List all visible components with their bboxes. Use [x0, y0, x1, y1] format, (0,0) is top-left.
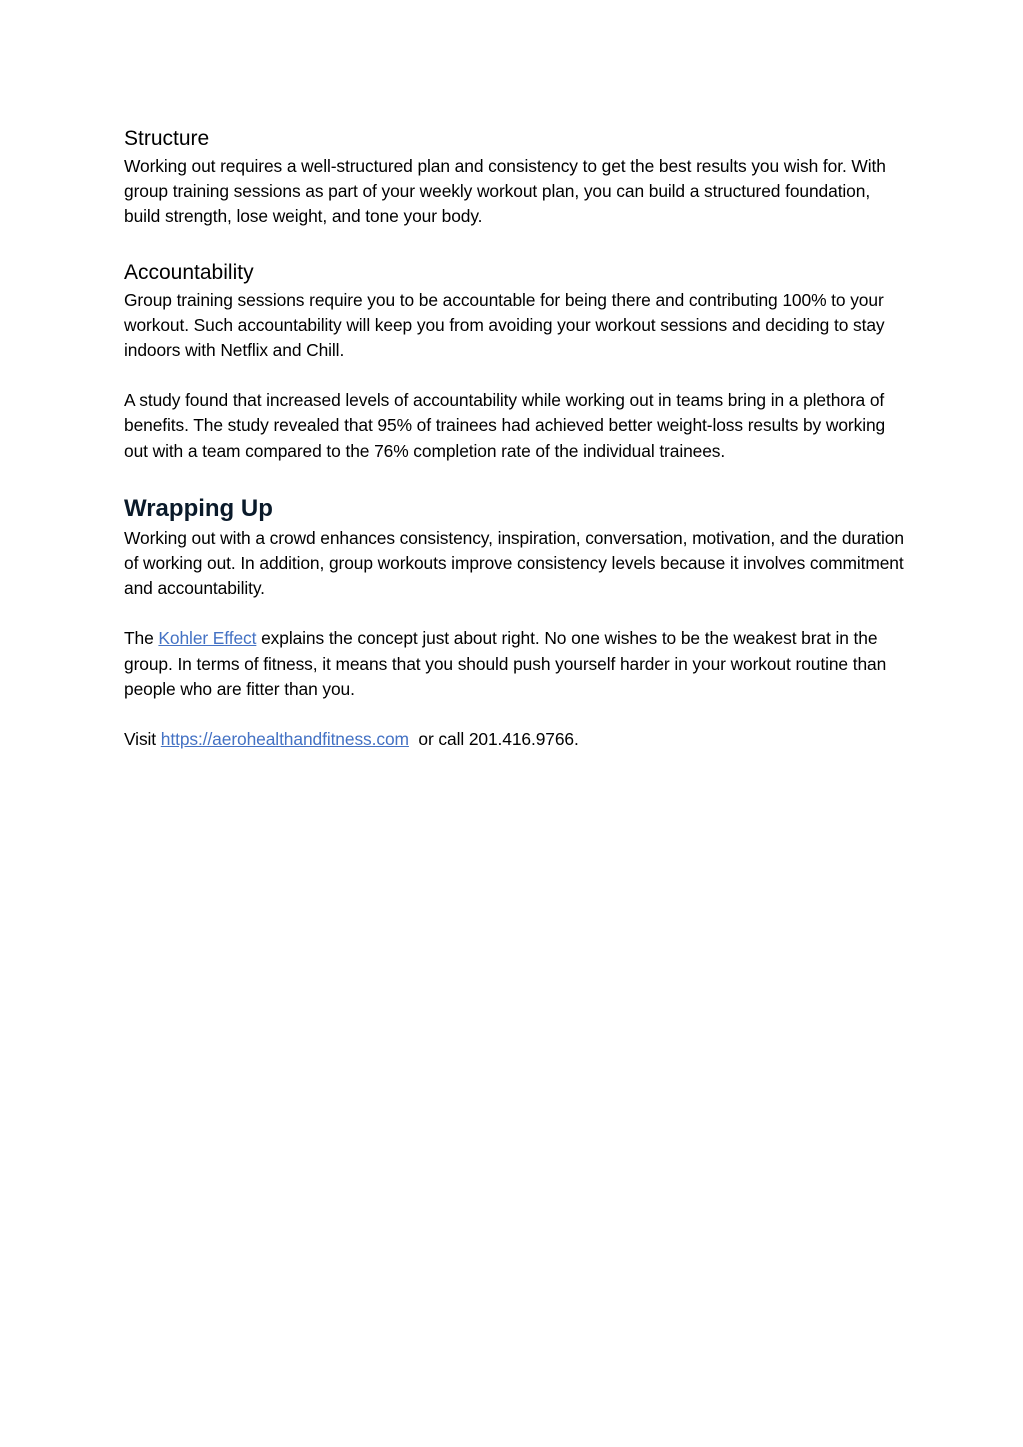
accountability-paragraph-2: A study found that increased levels of accountability while working out in teams bring in a plethora of benefits. The study revealed that 95% of trainees had achieved better weight-loss results by working out with a team compared to the 76% completion rate of the individual trainees. [124, 390, 886, 461]
visit-suffix: or call 201.416.9766. [408, 729, 579, 750]
wrapping-up-heading: Wrapping Up [124, 494, 273, 522]
accountability-paragraph-1: Group training sessions require you to be accountable for being there and contributing 100% to your workout. Such accountability will keep you from avoiding your workout sessions and deciding to stay indoors with Netflix and Chill. [124, 289, 885, 361]
visit-prefix: Visit [124, 729, 161, 750]
accountability-heading: Accountability [124, 260, 254, 284]
structure-heading: Structure [124, 127, 210, 150]
document-page [124, 124, 904, 752]
spacer [124, 702, 904, 727]
spacer [124, 601, 904, 626]
spacer [124, 230, 904, 258]
structure-paragraph: Working out requires a well-structured plan and consistency to get the best results you wish for. With group training sessions as part of your weekly workout plan, you can build a structured foundation, build strength, lose weight, and tone your body. [124, 156, 886, 227]
visit-paragraph [124, 727, 904, 752]
spacer [124, 363, 904, 388]
kohler-suffix: explains the concept just about right. No one wishes to be the weakest brat in the group. In terms of fitness, it means that you should push yourself harder in your workout routine than people who are fitter than you. [124, 628, 887, 699]
kohler-prefix: The [124, 628, 159, 649]
kohler-paragraph [124, 626, 904, 702]
wrapping-up-paragraph-1: Working out with a crowd enhances consistency, inspiration, conversation, motivation, and the duration of working out. In addition, group workouts improve consistency levels because it involves commitment and accountability. [124, 527, 904, 599]
spacer [124, 464, 904, 492]
kohler-effect-link[interactable]: Kohler Effect [158, 628, 257, 649]
website-link[interactable]: https://aerohealthandfitness.com [160, 729, 409, 750]
